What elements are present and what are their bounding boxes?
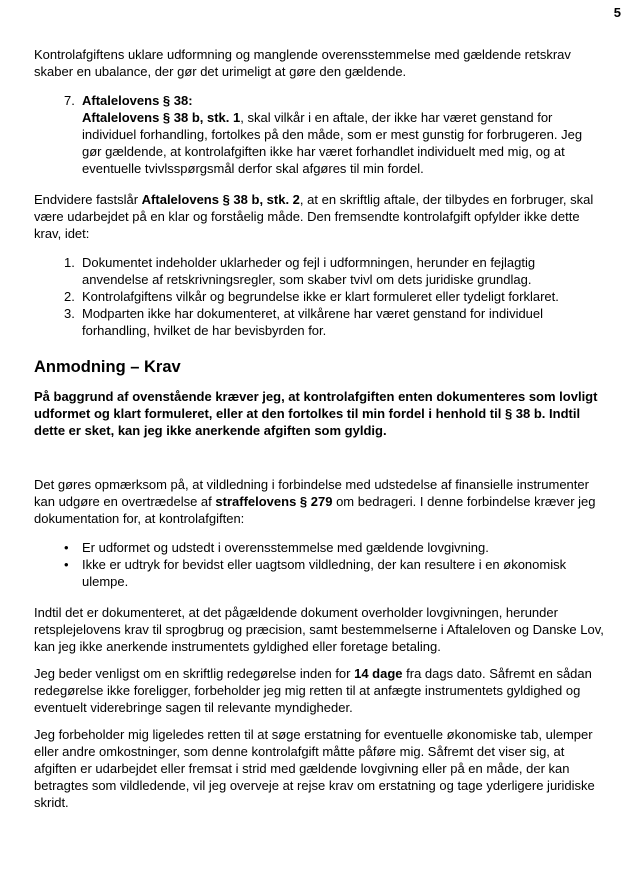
list-item-number: 2. <box>64 289 75 304</box>
paragraph-forbehold: Jeg forbeholder mig ligeledes retten til at søge erstatning for eventuelle økonomiske tab, ulemper eller andre omkostninger, som denne kontrolafgift måtte påføre mig. Såfremt det viser sig, at afgiften er udarbejdet eller fremsat i strid med gældende lovgivning eller på en måde, der kan betragtes som vildledende, vil jeg overveje at rejse krav om erstatning og tage yderligere juridiske skridt. <box>34 727 595 810</box>
list-item-number: 3. <box>64 306 75 321</box>
numbered-list-aftalelov <box>34 92 604 177</box>
list-item-number: 1. <box>64 255 75 270</box>
blank-line <box>34 449 604 476</box>
list-item-text: Aftalelovens § 38: Aftalelovens § 38 b, stk. 1, skal vilkår i en aftale, der ikke har været genstand for individuel forhandling, fortolkes på den måde, som er mest gunstig for forbrugeren. Jeg gør gældende, at kontrolafgiften ikke har været forhandlet individuelt med mig, og at eventuelle tvivlsspørgsmål derfor skal afgøres til min fordel. <box>82 93 583 176</box>
paragraph-intro: Kontrolafgiftens uklare udformning og manglende overensstemmelse med gældende retskrav skaber en ubalance, der gør det urimeligt at gøre den gældende. <box>34 47 571 79</box>
bullet-item-text: Ikke er udtryk for bevidst eller uagtsom vildledning, der kan resultere i en økonomisk ulempe. <box>82 557 567 589</box>
list-item <box>34 254 604 288</box>
bullet-item <box>34 556 604 590</box>
list-item-text: Kontrolafgiftens vilkår og begrundelse ikke er klart formuleret eller tydeligt forklaret. <box>82 289 559 304</box>
bullet-icon: • <box>64 540 69 555</box>
paragraph-frist: Jeg beder venligst om en skriftlig redegørelse inden for 14 dage fra dags dato. Såfremt en sådan redegørelse ikke foreligger, forbeholder jeg mig retten til at anfægte instrumentets gyldighed og eventuelt viderebringe sagen til relevante myndigheder. <box>34 666 592 715</box>
bullet-list <box>34 539 604 590</box>
bullet-item-text: Er udformet og udstedt i overensstemmelse med gældende lovgivning. <box>82 540 489 555</box>
list-item <box>34 305 604 339</box>
paragraph-indtil: Indtil det er dokumenteret, at det pågældende dokument overholder lovgivningen, herunder retsplejelovens krav til sprogbrug og præcision, samt bestemmelserne i Aftaleloven og Danske Lov, kan jeg ikke anerkende instrumentets gyldighed eller foretage betaling. <box>34 605 604 654</box>
list-item-number: 7. <box>64 93 75 108</box>
list-item-text: Dokumentet indeholder uklarheder og fejl i udformningen, herunder en fejlagtig anvendelse af retskrivningsregler, som skaber tvivl om dets juridiske grundlag. <box>82 255 536 287</box>
document-body <box>34 46 604 811</box>
bullet-icon: • <box>64 557 69 572</box>
list-item <box>34 288 604 305</box>
paragraph-endvidere: Endvidere fastslår Aftalelovens § 38 b, stk. 2, at en skriftlig aftale, der tilbydes en forbruger, skal være udarbejdet på en klar og forståelig måde. Den fremsendte kontrolafgift opfylder ikke dette krav, idet: <box>34 192 594 241</box>
list-item-text: Modparten ikke har dokumenteret, at vilkårene har været genstand for individuel forhandling, hvilket de har bevisbyrden for. <box>82 306 544 338</box>
paragraph-krav: På baggrund af ovenstående kræver jeg, at kontrolafgiften enten dokumenteres som lovligt udformet og klart formuleret, eller at den fortolkes til min fordel i henhold til § 38 b. Indtil dette er sket, kan jeg ikke anerkende afgiften som gyldig. <box>34 389 598 438</box>
list-item <box>34 92 604 177</box>
numbered-list-krav <box>34 254 604 339</box>
section-heading: Anmodning – Krav <box>34 358 181 376</box>
paragraph-opmaerksom: Det gøres opmærksom på, at vildledning i forbindelse med udstedelse af finansielle instrumenter kan udgøre en overtrædelse af straffelovens § 279 om bedrageri. I denne forbindelse kræver jeg dokumentation for, at kontrolafgiften: <box>34 477 596 526</box>
bullet-item <box>34 539 604 556</box>
page-number: 5 <box>613 5 621 20</box>
